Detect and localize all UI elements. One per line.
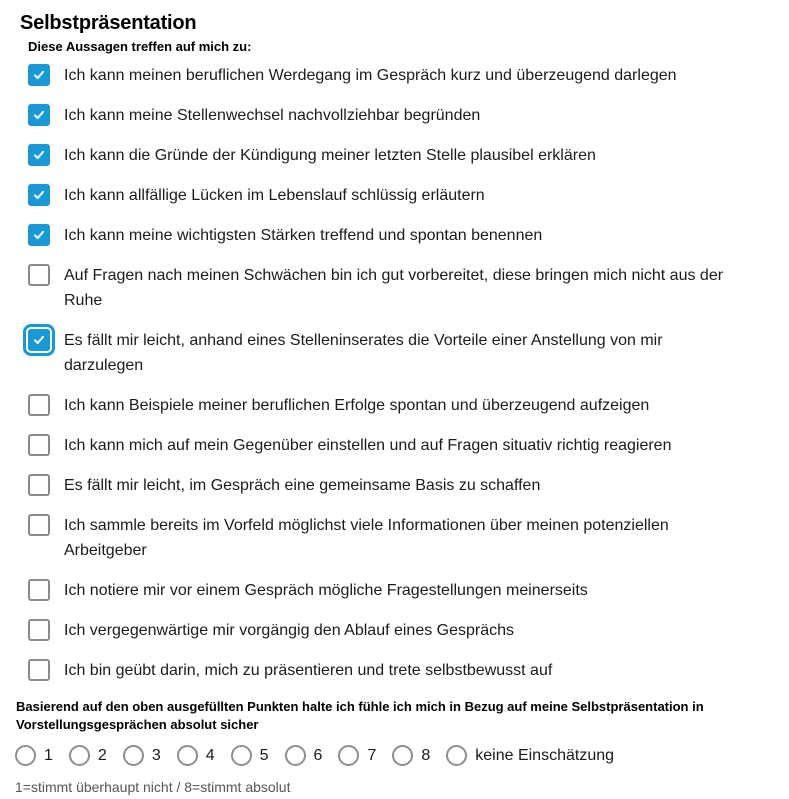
- checkbox-label-line: darzulegen: [64, 357, 144, 374]
- checklist: [28, 63, 789, 683]
- checkbox-3[interactable]: [28, 144, 50, 166]
- checkmark-icon: [31, 147, 47, 163]
- checkbox-9[interactable]: [28, 434, 50, 456]
- radio-button-icon[interactable]: [15, 745, 36, 766]
- radio-button-icon[interactable]: [123, 745, 144, 766]
- checkbox-label: [64, 63, 677, 88]
- checkbox-5[interactable]: [28, 224, 50, 246]
- radio-label: keine Einschätzung: [475, 746, 615, 764]
- checklist-item-9: [28, 433, 789, 458]
- checkbox-12[interactable]: [28, 579, 50, 601]
- radio-button-icon[interactable]: [177, 745, 198, 766]
- checklist-item-2: [28, 103, 789, 128]
- checkbox-label: [64, 393, 649, 418]
- checkbox-label-line: Ich kann mich auf mein Gegenüber einstellen und auf Fragen situativ richtig reagieren: [64, 437, 672, 454]
- radio-option-1[interactable]: [15, 745, 53, 766]
- radio-label: 7: [367, 746, 377, 764]
- checkbox-4[interactable]: [28, 184, 50, 206]
- rating-question-line: Vorstellungsgesprächen absolut sicher: [16, 717, 259, 732]
- checkbox-label-line: Ruhe: [64, 292, 103, 309]
- radio-button-icon[interactable]: [69, 745, 90, 766]
- checkbox-label: [64, 103, 480, 128]
- checkbox-label: [64, 263, 723, 313]
- radio-option-5[interactable]: [231, 745, 269, 766]
- checkbox-label-line: Auf Fragen nach meinen Schwächen bin ich gut vorbereitet, diese bringen mich nicht aus der: [64, 267, 724, 284]
- checkbox-label: [64, 473, 540, 498]
- checklist-item-7: [28, 328, 789, 378]
- checkbox-1[interactable]: [28, 64, 50, 86]
- checkmark-icon: [31, 187, 47, 203]
- checkmark-icon: [31, 332, 47, 348]
- radio-option-3[interactable]: [123, 745, 161, 766]
- radio-option-keine-einschätzung[interactable]: [446, 745, 614, 766]
- radio-option-4[interactable]: [177, 745, 215, 766]
- page-title: Selbstpräsentation: [20, 12, 197, 34]
- radio-option-6[interactable]: [285, 745, 323, 766]
- checkbox-label: [64, 578, 588, 603]
- radio-button-icon[interactable]: [446, 745, 467, 766]
- checkbox-label: [64, 513, 669, 563]
- checkbox-label: [64, 143, 596, 168]
- checkbox-label-line: Ich kann Beispiele meiner beruflichen Erfolge spontan und überzeugend aufzeigen: [64, 397, 650, 414]
- checkbox-label-line: Ich kann die Gründe der Kündigung meiner letzten Stelle plausibel erklären: [64, 147, 596, 164]
- checklist-item-5: [28, 223, 789, 248]
- checkmark-icon: [31, 107, 47, 123]
- scale-hint: 1=stimmt überhaupt nicht / 8=stimmt absolut: [15, 779, 291, 795]
- checkbox-label-line: Ich bin geübt darin, mich zu präsentieren und trete selbstbewusst auf: [64, 662, 553, 679]
- checkbox-label-line: Ich kann meine wichtigsten Stärken treffend und spontan benennen: [64, 227, 543, 244]
- checklist-item-1: [28, 63, 789, 88]
- radio-button-icon[interactable]: [231, 745, 252, 766]
- checklist-item-4: [28, 183, 789, 208]
- radio-label: 6: [313, 746, 323, 764]
- checkbox-11[interactable]: [28, 514, 50, 536]
- radio-label: 5: [259, 746, 269, 764]
- checkbox-label: [64, 223, 542, 248]
- checklist-item-11: [28, 513, 789, 563]
- checkbox-14[interactable]: [28, 659, 50, 681]
- checkbox-2[interactable]: [28, 104, 50, 126]
- radio-label: 1: [44, 746, 53, 764]
- checkbox-label: [64, 183, 485, 208]
- checkbox-6[interactable]: [28, 264, 50, 286]
- checklist-instruction: Diese Aussagen treffen auf mich zu:: [28, 39, 252, 54]
- checkbox-label-line: Es fällt mir leicht, im Gespräch eine gemeinsame Basis zu schaffen: [64, 477, 541, 494]
- radio-button-icon[interactable]: [285, 745, 306, 766]
- checkbox-label-line: Ich kann meine Stellenwechsel nachvollziehbar begründen: [64, 107, 481, 124]
- checkbox-7[interactable]: [28, 329, 50, 351]
- rating-question-line: Basierend auf den oben ausgefüllten Punkten halte ich fühle ich mich in Bezug auf meine Selbstpräsentation in: [16, 699, 704, 714]
- checkbox-label-line: Arbeitgeber: [64, 542, 147, 559]
- checkbox-label: [64, 618, 514, 643]
- checkmark-icon: [31, 227, 47, 243]
- radio-label: 2: [97, 746, 107, 764]
- checkbox-8[interactable]: [28, 394, 50, 416]
- radio-label: 8: [421, 746, 431, 764]
- checklist-item-12: [28, 578, 789, 603]
- checkbox-label-line: Ich vergegenwärtige mir vorgängig den Ablauf eines Gesprächs: [64, 622, 515, 639]
- radio-label: 3: [151, 746, 161, 764]
- checkmark-icon: [31, 67, 47, 83]
- checklist-item-3: [28, 143, 789, 168]
- checklist-item-10: [28, 473, 789, 498]
- radio-label: 4: [205, 746, 215, 764]
- checkbox-13[interactable]: [28, 619, 50, 641]
- checklist-item-13: [28, 618, 789, 643]
- checkbox-label: [64, 328, 663, 378]
- rating-question: [16, 698, 789, 734]
- checklist-item-14: [28, 658, 789, 683]
- checklist-item-6: [28, 263, 789, 313]
- radio-option-2[interactable]: [69, 745, 107, 766]
- checkbox-label-line: Ich notiere mir vor einem Gespräch mögliche Fragestellungen meinerseits: [64, 582, 588, 599]
- checklist-item-8: [28, 393, 789, 418]
- checkbox-label-line: Ich kann allfällige Lücken im Lebenslauf schlüssig erläutern: [64, 187, 485, 204]
- rating-radio-group: [15, 745, 789, 766]
- radio-button-icon[interactable]: [338, 745, 359, 766]
- checkbox-label-line: Ich sammle bereits im Vorfeld möglichst viele Informationen über meinen potenziellen: [64, 517, 669, 534]
- checkbox-label-line: Ich kann meinen beruflichen Werdegang im Gespräch kurz und überzeugend darlegen: [64, 67, 677, 84]
- checkbox-label: [64, 658, 552, 683]
- radio-option-7[interactable]: [338, 745, 376, 766]
- radio-button-icon[interactable]: [392, 745, 413, 766]
- checkbox-10[interactable]: [28, 474, 50, 496]
- checkbox-label-line: Es fällt mir leicht, anhand eines Stelleninserates die Vorteile einer Anstellung von mir: [64, 332, 663, 349]
- checkbox-label: [64, 433, 671, 458]
- radio-option-8[interactable]: [392, 745, 430, 766]
